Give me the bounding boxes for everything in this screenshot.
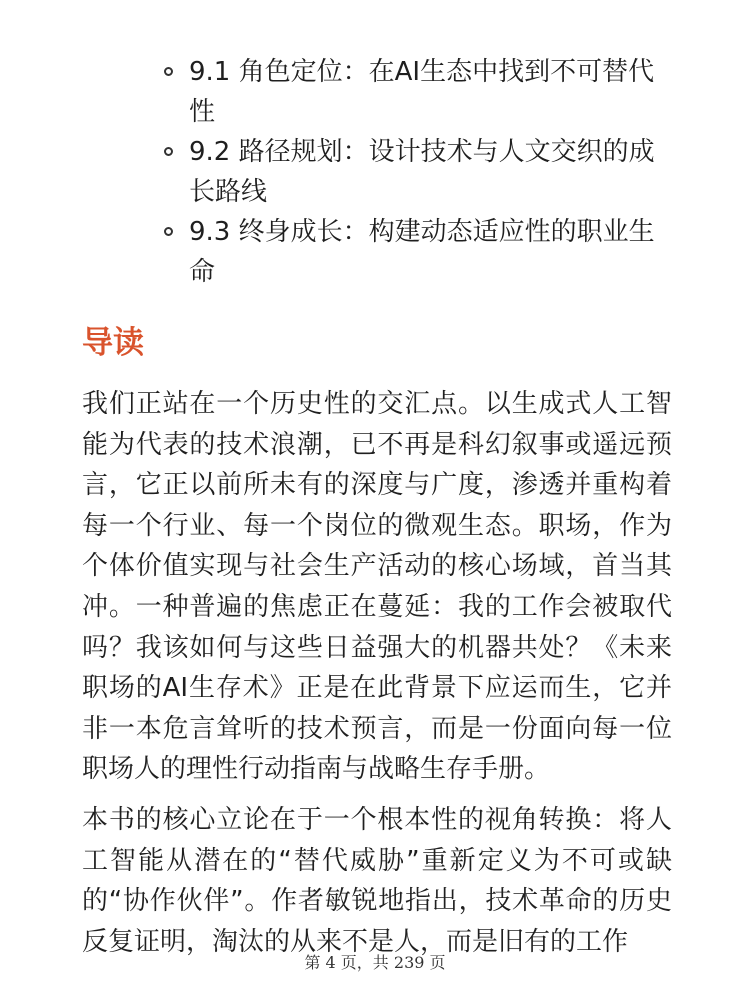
page-number-footer: 第 4 页，共 239 页 xyxy=(304,953,446,972)
body-paragraph: 我们正站在一个历史性的交汇点。以生成式人工智能为代表的技术浪潮，已不再是科幻叙事或遥远预言，它正以前所未有的深度与广度，渗透并重构着每一个行业、每一个岗位的微观生态。职场，作为个体价值实现与社会生产活动的核心场域，首当其冲。一种普遍的焦虑正在蔓延：我的工作会被取代吗？我该如何与这些日益强大的机器共处？《未来职场的AI生存术》正是在此背景下应运而生，它并非一本危言耸听的技术预言，而是一份面向每一位职场人的理性行动指南与战略生存手册。 xyxy=(82,389,672,785)
toc-item-9-3[interactable] xyxy=(160,212,670,292)
toc-item-9-2[interactable] xyxy=(160,132,670,212)
toc-item-label: 9.2 路径规划：设计技术与人文交织的成长路线 xyxy=(189,137,655,207)
hollow-circle-bullet-icon xyxy=(164,67,173,76)
toc-item-label: 9.3 终身成长：构建动态适应性的职业生命 xyxy=(189,217,655,287)
hollow-circle-bullet-icon xyxy=(164,147,173,156)
toc-item-label: 9.1 角色定位：在AI生态中找到不可替代性 xyxy=(189,57,655,127)
body-paragraph: 本书的核心立论在于一个根本性的视角转换：将人工智能从潜在的“替代威胁”重新定义为不可或缺的“协作伙伴”。作者敏锐地指出，技术革命的历史反复证明，淘汰的从来不是人，而是旧有的工作 xyxy=(82,804,672,957)
section-heading: 导读 xyxy=(82,325,144,361)
body-text xyxy=(82,384,672,972)
toc-item-9-1[interactable] xyxy=(160,52,670,132)
hollow-circle-bullet-icon xyxy=(164,227,173,236)
toc-sublist xyxy=(160,52,670,292)
